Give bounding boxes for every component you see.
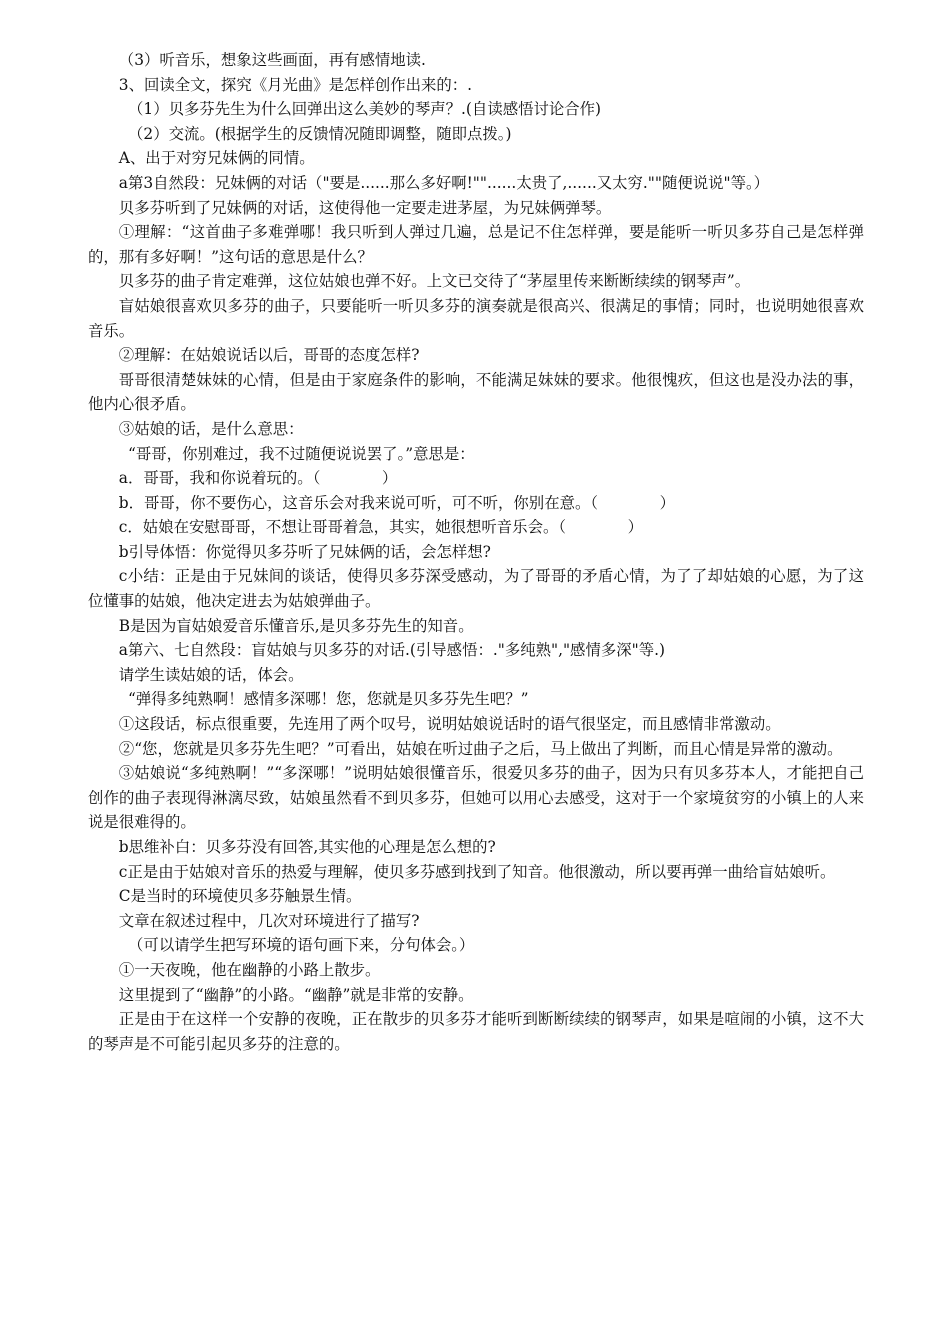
- paragraph-question-2: （2）交流。(根据学生的反馈情况随即调整，随即点拨。): [128, 124, 512, 143]
- paragraph-judgement: ②“您，您就是贝多芬先生吧？”可看出，姑娘在听过曲子之后，马上做出了判断，而且心情是异常的激动。: [118, 739, 843, 758]
- paragraph-youjing: 这里提到了“幽静”的小路。“幽静”就是非常的安静。: [118, 985, 474, 1004]
- paragraph-environment: 文章在叙述过程中，几次对环境进行了描写?: [118, 911, 420, 930]
- paragraph-understand-1: ①理解：“这首曲子多难弹哪！我只听到人弹过几遍，总是记不住怎样弹，要是能听一听贝多芬自己是怎样弹的，那有多好啊！”这句话的意思是什么？: [88, 223, 864, 266]
- paragraph-understand-2: ②理解：在姑娘说话以后，哥哥的态度怎样?: [118, 346, 420, 365]
- paragraph-girl-likes-music: 盲姑娘很喜欢贝多芬的曲子，只要能听一听贝多芬的演奏就是很高兴、很满足的事情；同时，也说明她很喜欢音乐。: [88, 296, 864, 340]
- paragraph-reason-a: A、出于对穷兄妹俩的同情。: [118, 149, 315, 168]
- paragraph-quiet-night: 正是由于在这样一个安静的夜晚，正在散步的贝多芬才能听到断断续续的钢琴声，如果是喧闹的小镇，这不大的琴声是不可能引起贝多芬的注意的。: [88, 1010, 864, 1053]
- paragraph-beethoven-heard: 贝多芬听到了兄妹俩的对话，这使得他一定要走进茅屋，为兄妹俩弹琴。: [118, 198, 612, 217]
- paragraph-thinking: b思维补白：贝多芬没有回答,其实他的心理是怎么想的?: [118, 838, 496, 856]
- paragraph-reason-c: C是当时的环境使贝多芬触景生情。: [118, 887, 362, 906]
- paragraph-listen-music: （3）听音乐，想象这些画面，再有感情地读.: [118, 51, 426, 69]
- paragraph-guide: b引导体悟：你觉得贝多芬听了兄妹俩的话，会怎样想?: [118, 542, 491, 561]
- paragraph-draw-lines: （可以请学生把写环境的语句画下来，分句体会。）: [128, 936, 475, 955]
- paragraph-dialogue-6-7: a第六、七自然段：盲姑娘与贝多芬的对话.(引导感悟：."多纯熟","感情多深"等.): [118, 641, 665, 660]
- paragraph-reason-b: B是因为盲姑娘爱音乐懂音乐,是贝多芬先生的知音。: [118, 616, 474, 635]
- paragraph-question-1: （1）贝多芬先生为什么回弹出这么美妙的琴声？.(自读感悟讨论合作): [128, 100, 602, 119]
- paragraph-hard-to-play: 贝多芬的曲子肯定难弹，这位姑娘也弹不好。上文已交待了“茅屋里传来断断续续的钢琴声”。: [118, 272, 751, 291]
- paragraph-option-a: a．哥哥，我和你说着玩的。（ ）: [118, 469, 398, 488]
- paragraph-understands-music: ③姑娘说“多纯熟啊！”“多深哪！”说明姑娘很懂音乐，很爱贝多芬的曲子，因为只有贝多芬本人，才能把自己创作的曲子表现得淋漓尽致，姑娘虽然看不到贝多芬，但她可以用心去感受，这对于一个家境贫穷的小镇上的人来说是很难得的。: [88, 764, 864, 832]
- paragraph-summary: c小结：正是由于兄妹间的谈话，使得贝多芬深受感动，为了哥哥的矛盾心情，为了了却姑娘的心愿，为了这位懂事的姑娘，他决定进去为姑娘弹曲子。: [88, 567, 864, 611]
- paragraph-girl-exclaim: “弹得多纯熟啊！感情多深哪！您，您就是贝多芬先生吧？”: [128, 690, 529, 709]
- paragraph-dialogue-3: a第3自然段：兄妹俩的对话（"要是......那么多好啊!""......太贵了,......又太穷.""随便说说"等。）: [118, 173, 770, 192]
- paragraph-quiet-path: ①一天夜晚，他在幽静的小路上散步。: [118, 960, 381, 979]
- paragraph-option-c: c．姑娘在安慰哥哥，不想让哥哥着急，其实，她很想听音乐会。（ ）: [118, 518, 643, 537]
- paragraph-step-3: 3、回读全文，探究《月光曲》是怎样创作出来的：.: [118, 75, 473, 94]
- paragraph-brother-feelings: 哥哥很清楚妹妹的心情，但是由于家庭条件的影响，不能满足妹妹的要求。他很愧疚，但这也是没办法的事，他内心很矛盾。: [88, 370, 864, 414]
- paragraph-punctuation: ①这段话，标点很重要，先连用了两个叹号，说明姑娘说话时的语气很坚定，而且感情非常激动。: [118, 715, 781, 734]
- paragraph-read-girl: 请学生读姑娘的话，体会。: [118, 665, 304, 684]
- paragraph-confidant: c正是由于姑娘对音乐的热爱与理解，使贝多芬感到找到了知音。他很激动，所以要再弹一曲给盲姑娘听。: [118, 862, 836, 881]
- paragraph-option-b: b．哥哥，你不要伤心，这音乐会对我来说可听，可不听，你别在意。（ ）: [118, 493, 676, 512]
- paragraph-girl-meaning: ③姑娘的话，是什么意思：: [118, 419, 304, 438]
- paragraph-girl-quote: “哥哥，你别难过，我不过随便说说罢了。”意思是：: [128, 444, 475, 463]
